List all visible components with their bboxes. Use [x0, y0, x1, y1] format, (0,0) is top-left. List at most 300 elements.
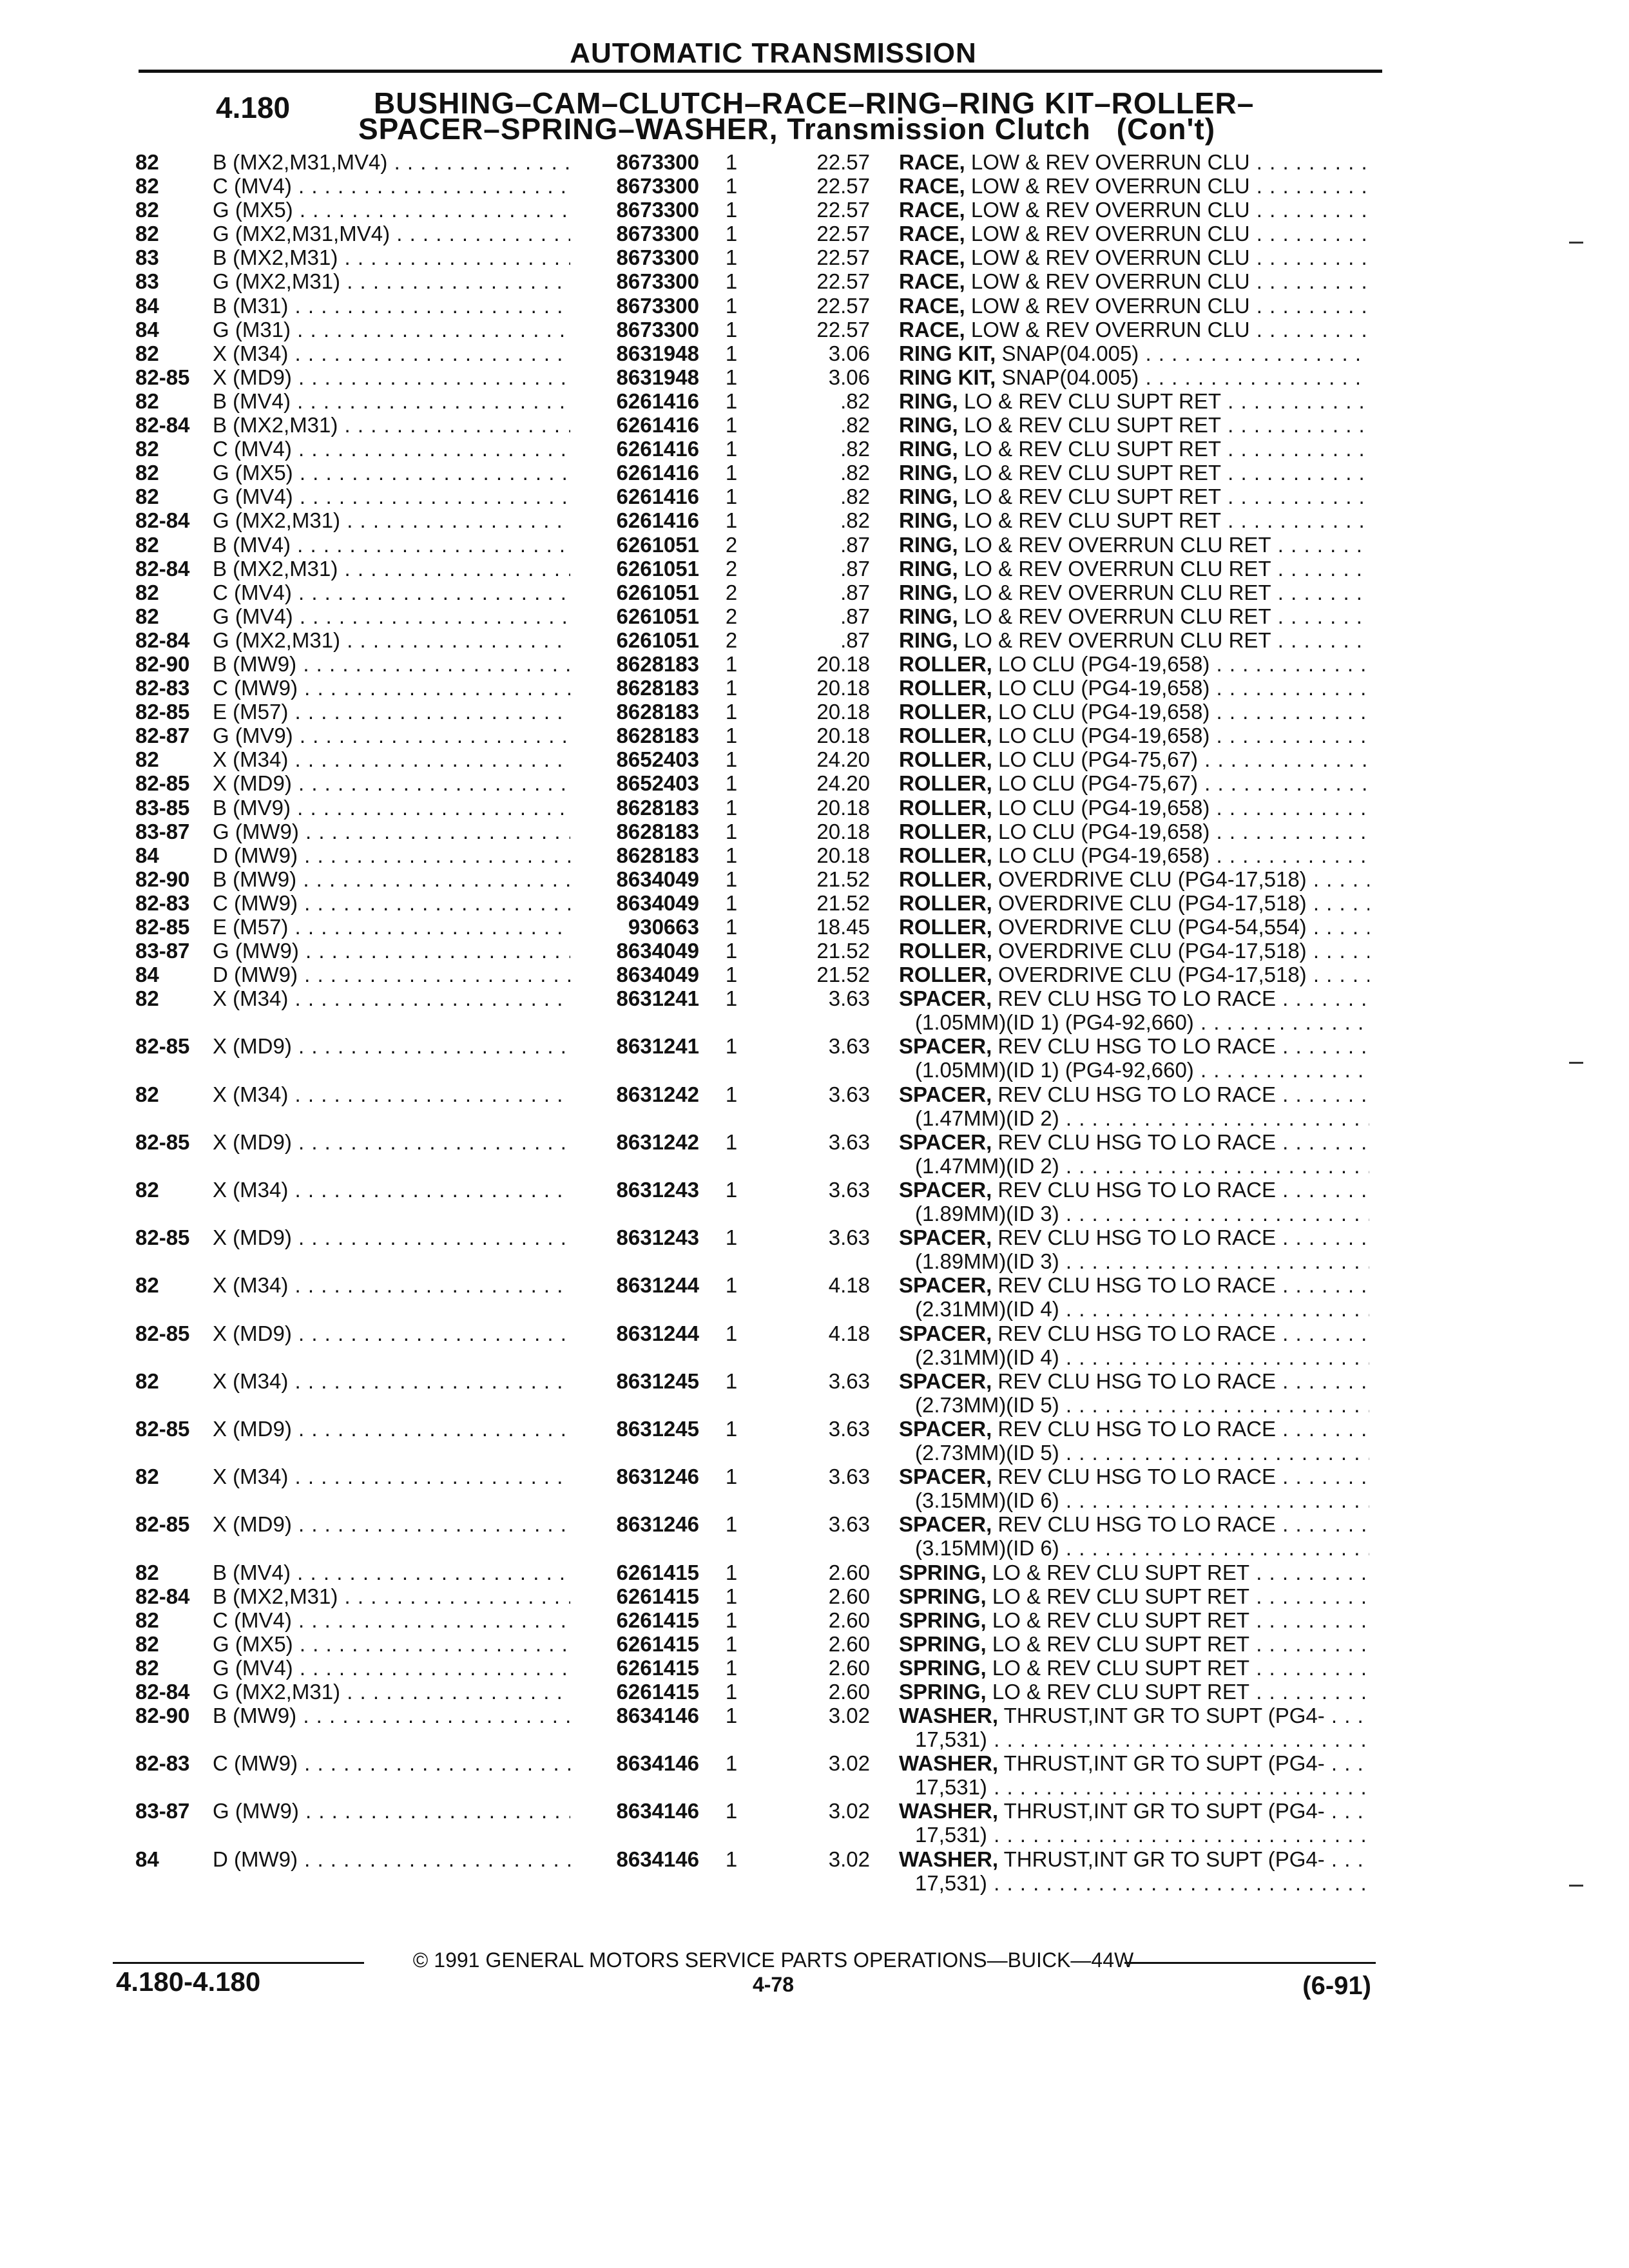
price: 3.02	[828, 1847, 870, 1871]
table-row	[0, 365, 1629, 389]
price: 2.60	[828, 1584, 870, 1608]
description-keyword: SPACER,	[899, 1321, 992, 1345]
price: 2.60	[828, 1655, 870, 1680]
description-continuation: (2.31MM)(ID 4) . . .	[915, 1345, 1369, 1369]
description	[899, 604, 1369, 628]
table-row	[0, 724, 1629, 747]
table-row	[0, 508, 1629, 532]
edge-mark	[1569, 242, 1583, 244]
part-number: 8631246	[616, 1512, 699, 1537]
description-text: LOW & REV OVERRUN CLU	[965, 269, 1250, 294]
description-text: OVERDRIVE CLU (PG4-17,518)	[992, 939, 1307, 963]
model-year: 82-85	[135, 1034, 190, 1059]
model-code: B (MW9) . . .	[213, 1704, 570, 1727]
description-text: REV CLU HSG TO LO RACE	[992, 986, 1276, 1011]
description	[899, 437, 1369, 461]
table-row	[0, 318, 1629, 341]
description	[899, 389, 1369, 413]
section-title	[358, 86, 1255, 146]
price: .82	[840, 461, 870, 485]
table-row	[0, 485, 1629, 508]
table-row	[0, 461, 1629, 485]
model-code: G (MX5) . . .	[213, 198, 570, 222]
quantity: 1	[725, 1225, 738, 1250]
description-text: LOW & REV OVERRUN CLU	[965, 245, 1250, 270]
description-text: LO & REV OVERRUN CLU RET	[958, 532, 1271, 557]
description	[899, 820, 1369, 843]
description-keyword: SPACER,	[899, 1273, 992, 1298]
description-keyword: ROLLER,	[899, 676, 992, 700]
quantity: 1	[725, 771, 738, 796]
model-code: B (M31) . . .	[213, 294, 570, 318]
model-code: C (MV4) . . .	[213, 174, 570, 198]
description-keyword: SPACER,	[899, 1129, 992, 1154]
model-year: 84	[135, 293, 159, 318]
price: 21.52	[816, 867, 870, 891]
model-code: X (MD9) . . .	[213, 1225, 570, 1249]
quantity: 1	[725, 1560, 738, 1584]
description-continuation: (2.73MM)(ID 5) . . .	[915, 1393, 1369, 1417]
price: 22.57	[816, 245, 870, 270]
model-year: 82-84	[135, 1680, 190, 1704]
description-text: THRUST,INT GR TO SUPT (PG4-	[998, 1847, 1325, 1871]
price: .82	[840, 413, 870, 437]
table-row	[0, 915, 1629, 939]
footer-date: (6-91)	[1302, 1972, 1371, 2000]
price: 3.63	[828, 1369, 870, 1393]
description	[899, 413, 1369, 437]
description-continuation: (1.89MM)(ID 3) . . .	[915, 1249, 1369, 1273]
description-text: REV CLU HSG TO LO RACE	[992, 1512, 1276, 1537]
description-text: LO & REV CLU SUPT RET	[986, 1560, 1250, 1584]
table-row	[0, 843, 1629, 867]
model-code: C (MV4) . . .	[213, 581, 570, 604]
description	[899, 843, 1369, 867]
quantity: 1	[725, 174, 738, 198]
part-number: 8634049	[616, 890, 699, 915]
description-keyword: RACE,	[899, 245, 965, 270]
model-code: B (MV9) . . .	[213, 796, 570, 820]
description-keyword: WASHER,	[899, 1704, 999, 1728]
model-code: G (M31) . . .	[213, 318, 570, 341]
quantity: 1	[725, 508, 738, 533]
part-number: 6261416	[616, 461, 699, 485]
part-number: 6261416	[616, 508, 699, 533]
quantity: 2	[725, 580, 738, 604]
description-text: LO & REV OVERRUN CLU RET	[958, 604, 1271, 628]
description	[899, 294, 1369, 318]
model-year: 82	[135, 389, 159, 413]
model-year: 82-84	[135, 1584, 190, 1608]
description-continuation: 17,531) . . .	[915, 1775, 1369, 1799]
price: 2.60	[828, 1560, 870, 1584]
part-number: 6261415	[616, 1655, 699, 1680]
part-number: 8631241	[616, 986, 699, 1011]
footer-page-number: 4-78	[752, 1973, 795, 1996]
description	[899, 1632, 1369, 1656]
table-row	[0, 604, 1629, 628]
quantity: 1	[725, 915, 738, 939]
model-code: B (MW9) . . .	[213, 867, 570, 891]
part-number: 6261416	[616, 413, 699, 437]
description	[899, 1561, 1369, 1584]
part-number: 8634146	[616, 1847, 699, 1871]
price: 22.57	[816, 174, 870, 198]
quantity: 1	[725, 651, 738, 676]
description	[899, 676, 1369, 700]
description-text: LO CLU (PG4-19,658)	[992, 700, 1210, 724]
model-code: X (MD9) . . .	[213, 1034, 570, 1058]
description-text: LO & REV CLU SUPT RET	[958, 461, 1221, 485]
table-row	[0, 1225, 1629, 1273]
model-year: 82-85	[135, 915, 190, 939]
model-year: 82	[135, 222, 159, 246]
price: .87	[840, 580, 870, 604]
description	[899, 1704, 1369, 1727]
description-text: LOW & REV OVERRUN CLU	[965, 174, 1250, 198]
table-row	[0, 1584, 1629, 1608]
part-number: 8628183	[616, 676, 699, 700]
description-keyword: SPACER,	[899, 1225, 992, 1250]
quantity: 1	[725, 1704, 738, 1728]
part-number: 8673300	[616, 269, 699, 294]
quantity: 1	[725, 963, 738, 987]
price: 2.60	[828, 1680, 870, 1704]
table-row	[0, 820, 1629, 843]
table-row	[0, 1178, 1629, 1225]
quantity: 1	[725, 150, 738, 174]
description-keyword: RACE,	[899, 174, 965, 198]
model-year: 82	[135, 532, 159, 557]
price: 22.57	[816, 293, 870, 318]
quantity: 1	[725, 986, 738, 1011]
description-continuation: (1.05MM)(ID 1) (PG4-92,660) . . .	[915, 1058, 1369, 1082]
part-number: 6261416	[616, 437, 699, 461]
description-keyword: RACE,	[899, 293, 965, 318]
price: 3.06	[828, 365, 870, 389]
description-keyword: RING,	[899, 413, 958, 437]
part-number: 6261415	[616, 1584, 699, 1608]
description-text: LO & REV CLU SUPT RET	[958, 413, 1221, 437]
price: .87	[840, 604, 870, 628]
description-keyword: ROLLER,	[899, 939, 992, 963]
part-number: 8628183	[616, 819, 699, 843]
table-row	[0, 222, 1629, 245]
price: .87	[840, 556, 870, 581]
description-keyword: WASHER,	[899, 1847, 999, 1871]
model-code: C (MV4) . . .	[213, 1608, 570, 1632]
part-number: 6261051	[616, 532, 699, 557]
price: 3.63	[828, 1465, 870, 1489]
model-code: G (MX2,M31,MV4) . . .	[213, 222, 570, 245]
quantity: 1	[725, 1847, 738, 1871]
price: 24.20	[816, 771, 870, 796]
model-code: G (MX2,M31) . . .	[213, 628, 570, 652]
description-text: LOW & REV OVERRUN CLU	[965, 198, 1250, 222]
model-code: G (MX2,M31) . . .	[213, 269, 570, 293]
quantity: 2	[725, 604, 738, 628]
description	[899, 461, 1369, 485]
description-keyword: SPACER,	[899, 1369, 992, 1393]
model-code: X (M34) . . .	[213, 986, 570, 1010]
description-text: LO CLU (PG4-19,658)	[992, 676, 1210, 700]
model-code: G (MX5) . . .	[213, 461, 570, 485]
model-code: D (MW9) . . .	[213, 963, 570, 986]
part-number: 6261416	[616, 485, 699, 509]
quantity: 1	[725, 341, 738, 365]
price: 3.63	[828, 1178, 870, 1202]
description-text: LO CLU (PG4-19,658)	[992, 819, 1210, 843]
price: 4.18	[828, 1321, 870, 1345]
model-year: 82-83	[135, 676, 190, 700]
description	[899, 1178, 1369, 1202]
part-number: 6261051	[616, 604, 699, 628]
description	[899, 245, 1369, 269]
description-keyword: ROLLER,	[899, 867, 992, 891]
quantity: 1	[725, 437, 738, 461]
table-row	[0, 1130, 1629, 1178]
model-year: 82-85	[135, 1225, 190, 1250]
model-code: C (MW9) . . .	[213, 891, 570, 915]
part-number: 6261051	[616, 580, 699, 604]
description-keyword: RACE,	[899, 269, 965, 294]
description	[899, 341, 1369, 365]
part-number: 8631242	[616, 1129, 699, 1154]
part-number: 8634049	[616, 963, 699, 987]
description-text: LO & REV CLU SUPT RET	[986, 1680, 1250, 1704]
description-text: OVERDRIVE CLU (PG4-17,518)	[992, 867, 1307, 891]
table-row	[0, 1082, 1629, 1130]
quantity: 1	[725, 939, 738, 963]
price: 22.57	[816, 269, 870, 294]
model-code: D (MW9) . . .	[213, 843, 570, 867]
price: 20.18	[816, 676, 870, 700]
description-keyword: WASHER,	[899, 1751, 999, 1776]
model-year: 82	[135, 986, 159, 1011]
description	[899, 1034, 1369, 1058]
part-number: 8628183	[616, 651, 699, 676]
table-row	[0, 1608, 1629, 1632]
model-year: 82	[135, 580, 159, 604]
part-number: 8628183	[616, 724, 699, 748]
model-year: 82	[135, 1465, 159, 1489]
table-row	[0, 939, 1629, 963]
description-continuation: (1.89MM)(ID 3) . . .	[915, 1202, 1369, 1225]
description	[899, 485, 1369, 508]
table-row	[0, 1321, 1629, 1369]
description	[899, 1608, 1369, 1632]
quantity: 1	[725, 819, 738, 843]
description-text: LO CLU (PG4-19,658)	[992, 724, 1210, 748]
description-keyword: ROLLER,	[899, 963, 992, 987]
description-keyword: RING,	[899, 580, 958, 604]
section-subtitle: Transmission Clutch	[787, 112, 1091, 146]
model-year: 82-85	[135, 1512, 190, 1537]
description	[899, 628, 1369, 652]
model-year: 82-83	[135, 1751, 190, 1776]
description	[899, 1130, 1369, 1154]
description-text: LO & REV CLU SUPT RET	[958, 437, 1221, 461]
quantity: 1	[725, 198, 738, 222]
edge-mark	[1569, 1885, 1583, 1887]
price: 18.45	[816, 915, 870, 939]
model-code: B (MX2,M31) . . .	[213, 413, 570, 437]
part-number: 8634049	[616, 939, 699, 963]
description-text: THRUST,INT GR TO SUPT (PG4-	[998, 1751, 1325, 1776]
part-number: 8634146	[616, 1704, 699, 1728]
model-code: E (M57) . . .	[213, 915, 570, 939]
table-row	[0, 581, 1629, 604]
description-text: THRUST,INT GR TO SUPT (PG4-	[998, 1704, 1325, 1728]
price: 3.63	[828, 1082, 870, 1106]
price: 22.57	[816, 150, 870, 174]
description	[899, 1321, 1369, 1345]
price: 3.63	[828, 1512, 870, 1537]
model-year: 82	[135, 1631, 159, 1656]
quantity: 1	[725, 1680, 738, 1704]
description	[899, 1369, 1369, 1393]
description-text: LOW & REV OVERRUN CLU	[965, 317, 1250, 341]
description-keyword: ROLLER,	[899, 651, 992, 676]
part-number: 8673300	[616, 317, 699, 341]
model-year: 82	[135, 174, 159, 198]
quantity: 1	[725, 1631, 738, 1656]
quantity: 1	[725, 1799, 738, 1823]
description-keyword: ROLLER,	[899, 843, 992, 867]
quantity: 1	[725, 317, 738, 341]
description-continuation: (1.47MM)(ID 2) . . .	[915, 1106, 1369, 1130]
description-continuation: 17,531) . . .	[915, 1823, 1369, 1847]
part-number: 8631948	[616, 365, 699, 389]
description-continuation: (2.73MM)(ID 5) . . .	[915, 1441, 1369, 1465]
model-year: 83-85	[135, 795, 190, 820]
description-text: LOW & REV OVERRUN CLU	[965, 293, 1250, 318]
model-year: 82-85	[135, 700, 190, 724]
table-row	[0, 1656, 1629, 1680]
model-code: X (M34) . . .	[213, 341, 570, 365]
section-title-line2	[358, 112, 1254, 146]
description-text: LOW & REV OVERRUN CLU	[965, 222, 1250, 246]
model-code: E (M57) . . .	[213, 700, 570, 724]
description-text: REV CLU HSG TO LO RACE	[992, 1178, 1276, 1202]
price: 3.02	[828, 1704, 870, 1728]
price: 20.18	[816, 700, 870, 724]
quantity: 2	[725, 556, 738, 581]
table-row	[0, 1751, 1629, 1799]
description-text: THRUST,INT GR TO SUPT (PG4-	[998, 1799, 1325, 1823]
description-text: REV CLU HSG TO LO RACE	[992, 1129, 1276, 1154]
price: .82	[840, 437, 870, 461]
model-code: C (MW9) . . .	[213, 676, 570, 700]
part-number: 8634146	[616, 1799, 699, 1823]
description	[899, 1656, 1369, 1680]
quantity: 1	[725, 1321, 738, 1345]
price: 2.60	[828, 1608, 870, 1632]
part-number: 8631242	[616, 1082, 699, 1106]
quantity: 1	[725, 1512, 738, 1537]
price: 3.63	[828, 986, 870, 1011]
description-keyword: RING,	[899, 628, 958, 652]
table-row	[0, 1512, 1629, 1560]
description	[899, 867, 1369, 891]
quantity: 1	[725, 389, 738, 413]
model-code: B (MV4) . . .	[213, 389, 570, 413]
quantity: 1	[725, 1129, 738, 1154]
description	[899, 1799, 1369, 1823]
description-keyword: SPRING,	[899, 1560, 987, 1584]
price: .87	[840, 628, 870, 652]
table-row	[0, 652, 1629, 676]
quantity: 1	[725, 676, 738, 700]
part-number: 8673300	[616, 174, 699, 198]
description-continuation: 17,531) . . .	[915, 1871, 1369, 1895]
price: 4.18	[828, 1273, 870, 1298]
description	[899, 533, 1369, 557]
description	[899, 1465, 1369, 1488]
footer-section-range: 4.180-4.180	[116, 1966, 261, 1997]
price: 24.20	[816, 747, 870, 772]
model-code: X (M34) . . .	[213, 1369, 570, 1393]
quantity: 1	[725, 700, 738, 724]
description-text: LO & REV CLU SUPT RET	[958, 389, 1221, 413]
description-keyword: RACE,	[899, 222, 965, 246]
table-row	[0, 796, 1629, 820]
model-year: 82	[135, 1369, 159, 1393]
part-number: 8673300	[616, 198, 699, 222]
quantity: 1	[725, 269, 738, 294]
part-number: 8673300	[616, 222, 699, 246]
price: .82	[840, 508, 870, 533]
model-code: G (MV9) . . .	[213, 724, 570, 747]
part-number: 8631245	[616, 1416, 699, 1441]
price: 21.52	[816, 963, 870, 987]
model-code: G (MV4) . . .	[213, 604, 570, 628]
section-number: 4.180	[216, 91, 291, 124]
quantity: 1	[725, 867, 738, 891]
description-text: LO & REV OVERRUN CLU RET	[958, 628, 1271, 652]
part-number: 6261051	[616, 628, 699, 652]
model-year: 82	[135, 1178, 159, 1202]
table-row	[0, 1799, 1629, 1847]
model-code: B (MV4) . . .	[213, 1561, 570, 1584]
model-year: 82-84	[135, 628, 190, 652]
model-code: X (MD9) . . .	[213, 1130, 570, 1154]
model-year: 82	[135, 150, 159, 174]
description	[899, 724, 1369, 747]
part-number: 8628183	[616, 795, 699, 820]
part-number: 8631246	[616, 1465, 699, 1489]
price: 20.18	[816, 819, 870, 843]
quantity: 1	[725, 795, 738, 820]
model-year: 84	[135, 963, 159, 987]
model-year: 82-85	[135, 1416, 190, 1441]
description	[899, 986, 1369, 1010]
table-row	[0, 437, 1629, 461]
description-text: LO & REV CLU SUPT RET	[986, 1631, 1250, 1656]
price: 20.18	[816, 843, 870, 867]
quantity: 1	[725, 1584, 738, 1608]
part-number: 8631241	[616, 1034, 699, 1059]
description-text: REV CLU HSG TO LO RACE	[992, 1034, 1276, 1059]
table-row	[0, 269, 1629, 293]
model-year: 82-87	[135, 724, 190, 748]
description	[899, 269, 1369, 293]
part-number: 6261415	[616, 1560, 699, 1584]
table-row	[0, 1632, 1629, 1656]
price: 21.52	[816, 939, 870, 963]
description	[899, 174, 1369, 198]
description-keyword: RING KIT,	[899, 341, 996, 365]
